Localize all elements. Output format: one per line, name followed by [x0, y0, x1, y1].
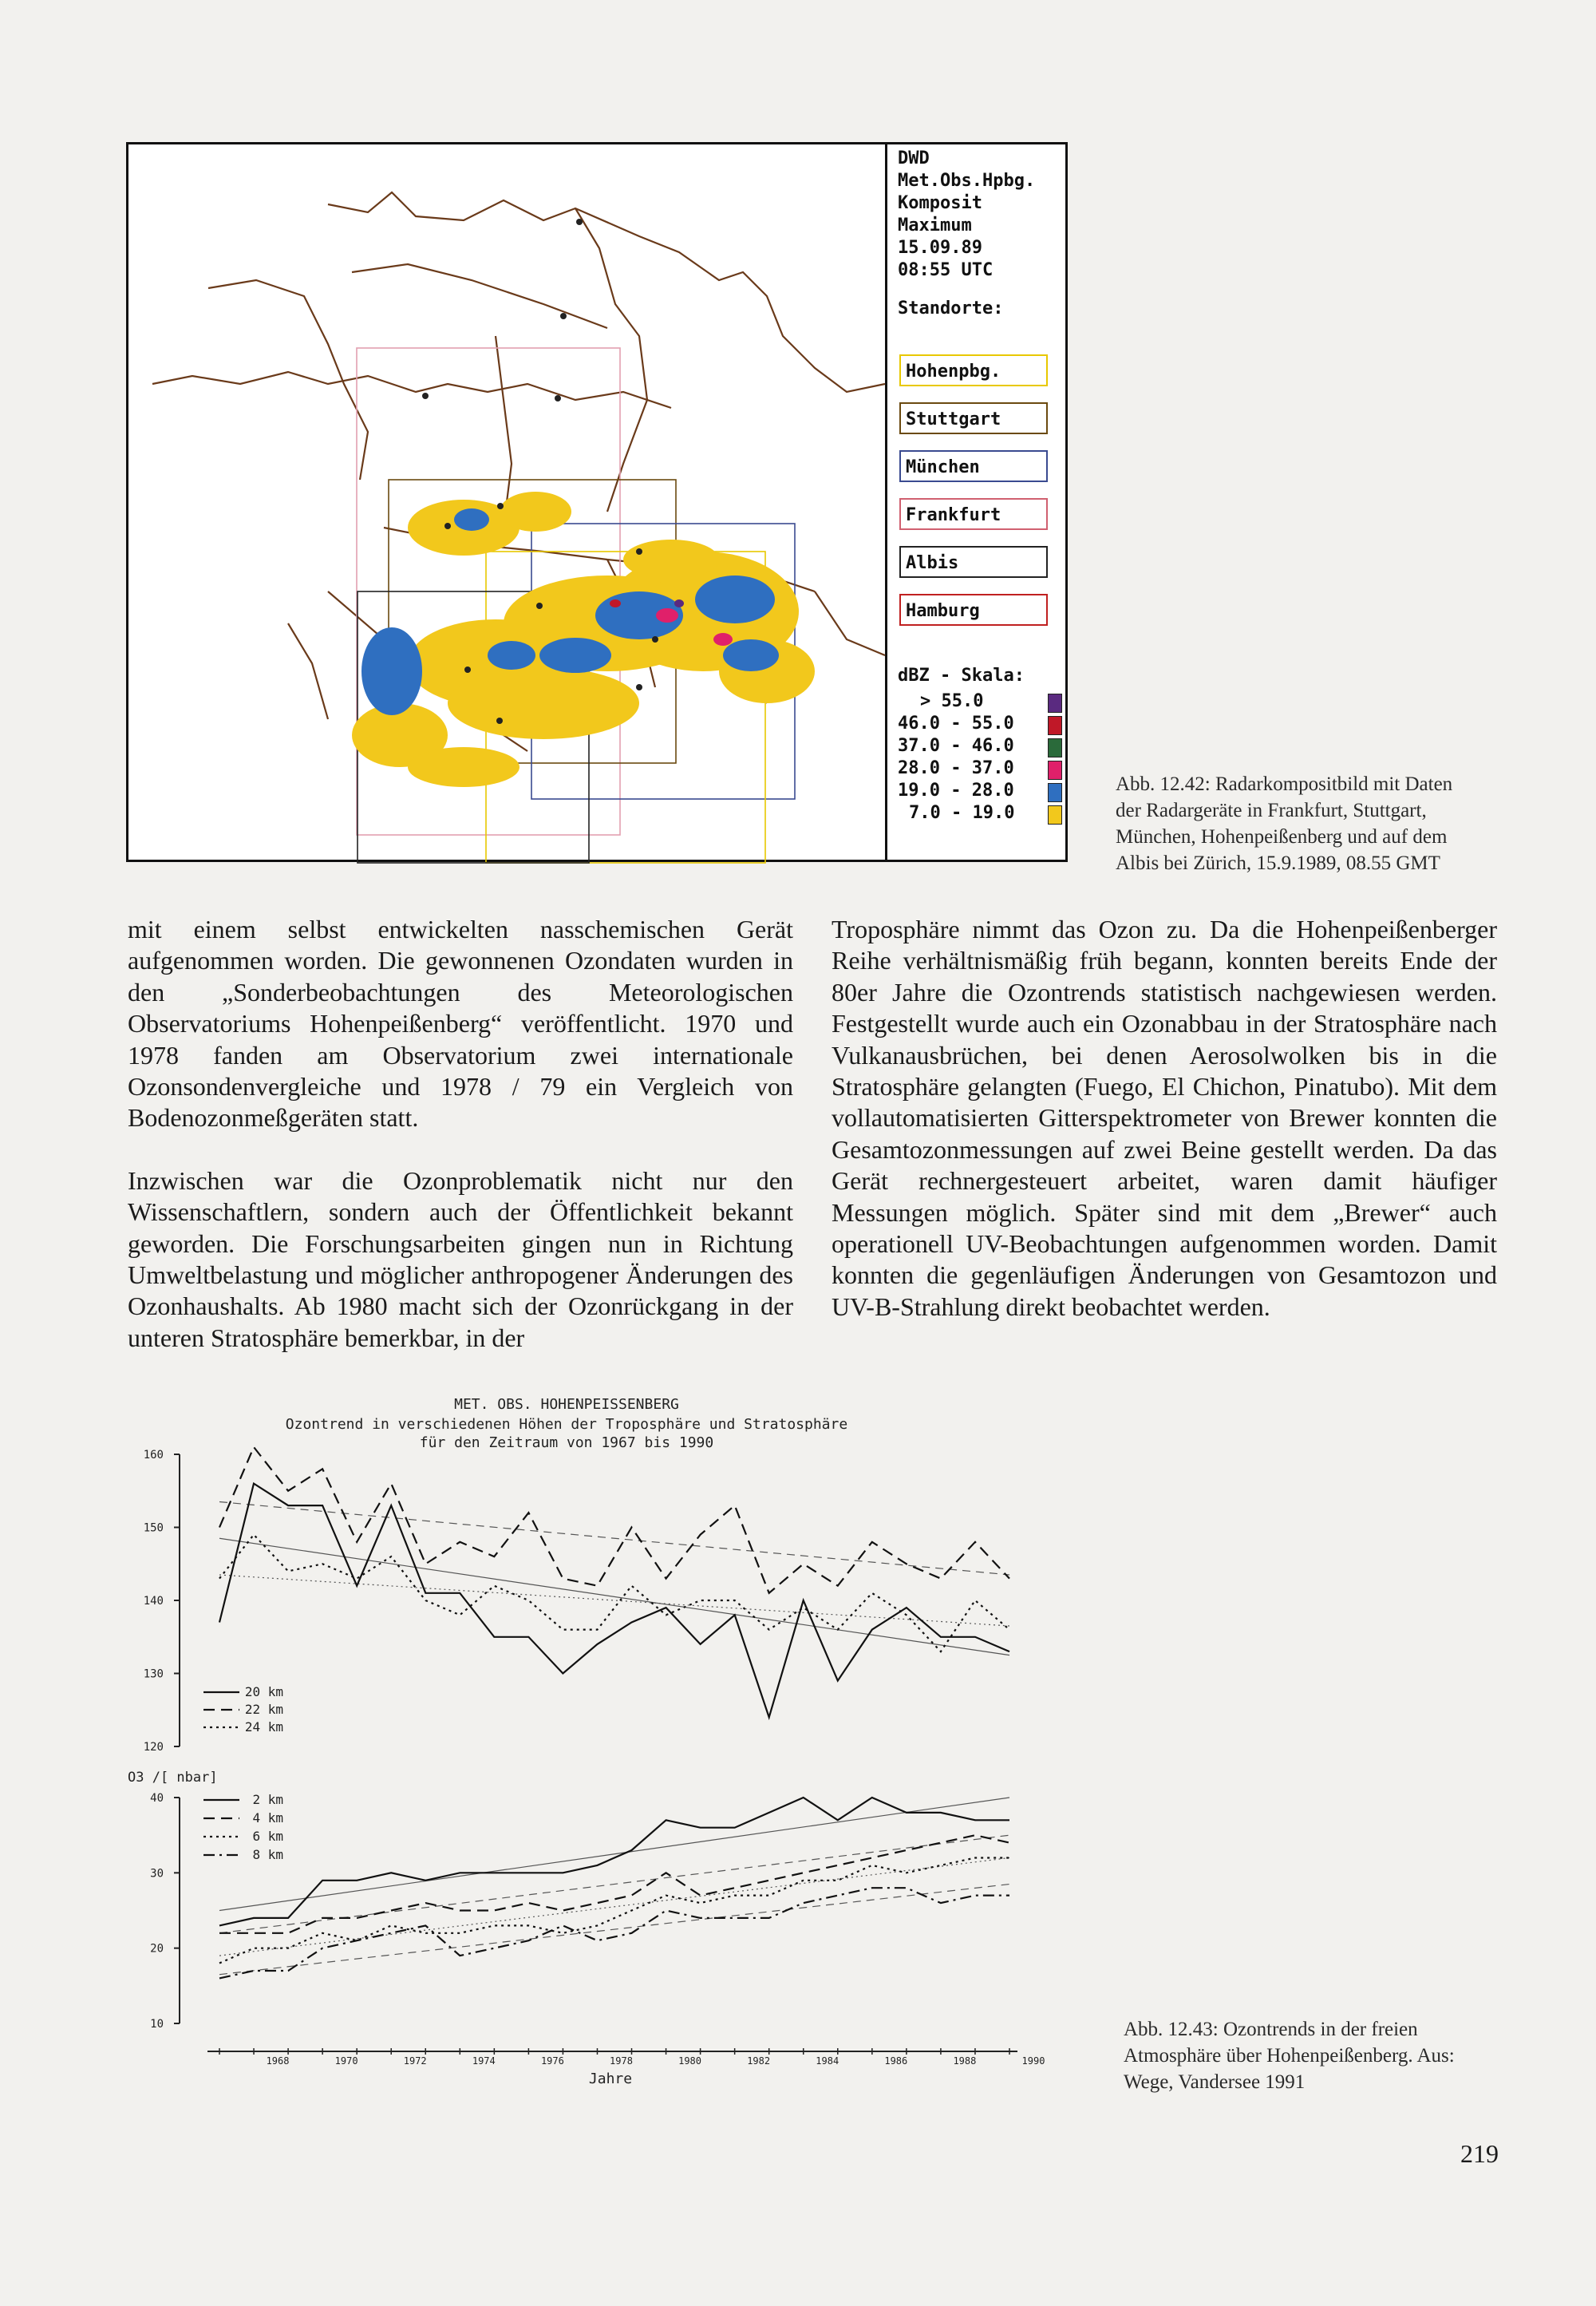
radar-map-graphic: [128, 144, 885, 860]
legend-label: 6 km: [252, 1829, 283, 1844]
x-tick-label: 1976: [540, 2055, 564, 2067]
radar-header-line: 08:55 UTC: [898, 260, 994, 280]
caption-line: Abb. 12.43: Ozontrends in der freien: [1124, 2019, 1418, 2040]
trend-line: [219, 1798, 1009, 1911]
x-tick-label: 1990: [1021, 2055, 1045, 2067]
caption-line: der Radargeräte in Frankfurt, Stuttgart,: [1116, 800, 1427, 821]
site-box-muenchen: München: [899, 450, 1048, 482]
x-tick-label: 1978: [610, 2055, 633, 2067]
caption-line: Albis bei Zürich, 15.9.1989, 08.55 GMT: [1116, 852, 1440, 874]
standorte-label: Standorte:: [898, 299, 1004, 318]
scale-swatch: [1048, 738, 1062, 757]
site-box-albis: Albis: [899, 546, 1048, 578]
series-line-20-km: [219, 1484, 1009, 1718]
y-tick-label: 130: [143, 1667, 164, 1681]
caption-line: Atmosphäre über Hohenpeißenberg. Aus:: [1124, 2045, 1455, 2067]
x-axis-label: Jahre: [588, 2071, 633, 2087]
x-tick-label: 1974: [472, 2055, 496, 2067]
radar-map: [128, 144, 887, 860]
scale-swatch: [1048, 761, 1062, 780]
trend-line: [219, 1501, 1009, 1575]
y-tick-label: 140: [143, 1595, 164, 1608]
y-tick-label: 40: [150, 1792, 164, 1805]
caption-line: Wege, Vandersee 1991: [1124, 2071, 1306, 2093]
ozone-figure-caption: [1124, 2016, 1570, 2095]
x-tick-label: 1968: [266, 2055, 290, 2067]
y-tick-label: 120: [143, 1741, 164, 1754]
scale-swatch: [1048, 694, 1062, 713]
x-tick-label: 1984: [816, 2055, 839, 2067]
scale-range-label: 46.0 - 55.0: [898, 714, 1014, 734]
radar-legend-panel: [888, 144, 1065, 860]
scale-range-label: 37.0 - 46.0: [898, 736, 1014, 756]
chart-title: MET. OBS. HOHENPEISSENBERG: [454, 1396, 679, 1413]
series-line-8-km: [219, 1888, 1009, 1978]
legend-label: 4 km: [252, 1810, 283, 1825]
paragraph: Troposphäre nimmt das Ozon zu. Da die Hohenpeißenberger Reihe verhältnismäßig früh begann, konnten bereits Ende der 80er Jahre die Ozontrends statistisch nachgewiesen werden. Festgestellt wurde auch ein Ozonabbau in der Stratosphäre nach Vulkanausbrüchen, bei denen Aerosolwolken bis in die Stratosphäre gelangten (Fuego, El Chichon, Pinatubo). Mit dem vollautomatisierten Gitterspektrometer von Brewer konnten die Gesamtozonmessungen auf zwei Beine gestellt werden. Da das Gerät rechnergesteuert arbeitet, waren damit häufiger Messungen möglich. Später sind mit dem „Brewer“ auch operationell UV-Beobachtungen aufgenommen worden. Damit konnten die gegenläufigen Änderungen von Gesamtozon und UV-B-Strahlung direkt beobachtet werden.: [832, 915, 1497, 1321]
y-tick-label: 160: [143, 1449, 164, 1462]
radar-composite-figure: [126, 142, 1068, 862]
caption-line: München, Hohenpeißenberg und auf dem: [1116, 826, 1448, 848]
y-tick-label: 30: [150, 1867, 164, 1881]
left-text-column: [128, 914, 793, 1354]
radar-header-line: DWD: [898, 148, 930, 168]
radar-header-line: Maximum: [898, 216, 972, 235]
scale-label: dBZ - Skala:: [898, 666, 1025, 686]
legend-label: 2 km: [252, 1792, 283, 1807]
trend-line: [219, 1857, 1009, 1956]
trend-line: [219, 1884, 1009, 1974]
x-tick-label: 1970: [334, 2055, 358, 2067]
y-tick-label: 20: [150, 1942, 164, 1956]
legend-label: 24 km: [244, 1719, 283, 1734]
paragraph: Inzwischen war die Ozonproblematik nicht nur den Wissenschaftlern, sondern auch der Öffentlichkeit bekannt geworden. Die Forschungsarbeiten gingen nun in Richtung Umweltbelastung und möglicher anthropogener Änderungen des Ozonhaushalts. Ab 1980 macht sich der Ozonrückgang in der unteren Stratosphäre bemerkbar, in der: [128, 1165, 793, 1352]
scale-swatch: [1048, 716, 1062, 735]
legend-label: 22 km: [244, 1702, 283, 1717]
paragraph: mit einem selbst entwickelten nasschemischen Gerät aufgenommen worden. Die gewonnenen Ozondaten wurden in den „Sonderbeobachtungen des Meteorologischen Observatoriums Hohenpeißenberg“ veröffentlicht. 1970 und 1978 fanden am Observatorium zwei internationale Ozonsondenvergleiche und 1978 / 79 ein Vergleich von Bodenozonmeßgeräten statt.: [128, 915, 793, 1133]
chart-subtitle: Ozontrend in verschiedenen Höhen der Troposphäre und Stratosphäre: [285, 1416, 848, 1433]
x-tick-label: 1972: [403, 2055, 427, 2067]
ozone-chart-svg: [120, 1389, 1045, 2107]
x-tick-label: 1986: [884, 2055, 908, 2067]
scale-range-label: 28.0 - 37.0: [898, 758, 1014, 778]
trend-line: [219, 1538, 1009, 1655]
series-line-22-km: [219, 1447, 1009, 1593]
right-text-column: [832, 914, 1497, 1323]
site-box-stuttgart: Stuttgart: [899, 402, 1048, 434]
radar-header-line: 15.09.89: [898, 238, 982, 258]
scale-swatch: [1048, 783, 1062, 802]
radar-header-line: Komposit: [898, 193, 982, 213]
scale-range-label: 7.0 - 19.0: [909, 803, 1015, 823]
ozone-trend-chart: [120, 1389, 1045, 2107]
scale-range-label: > 55.0: [920, 691, 984, 711]
y-axis-label: O3 /[ nbar]: [128, 1770, 218, 1786]
y-tick-label: 10: [150, 2018, 164, 2031]
scale-range-label: 19.0 - 28.0: [898, 781, 1014, 801]
caption-line: Abb. 12.42: Radarkompositbild mit Daten: [1116, 773, 1453, 795]
x-tick-label: 1982: [747, 2055, 771, 2067]
series-line-6-km: [219, 1858, 1009, 1964]
scale-swatch: [1048, 805, 1062, 825]
x-tick-label: 1980: [678, 2055, 702, 2067]
legend-label: 20 km: [244, 1684, 283, 1699]
x-tick-label: 1988: [953, 2055, 977, 2067]
y-tick-label: 150: [143, 1521, 164, 1535]
radar-header-line: Met.Obs.Hpbg.: [898, 171, 1036, 191]
site-box-frankfurt: Frankfurt: [899, 498, 1048, 530]
radar-figure-caption: [1116, 771, 1562, 876]
legend-label: 8 km: [252, 1847, 283, 1862]
page-number: 219: [1460, 2139, 1499, 2168]
chart-subtitle: für den Zeitraum von 1967 bis 1990: [419, 1434, 714, 1451]
site-box-hamburg: Hamburg: [899, 594, 1048, 626]
site-box-hohenpbg: Hohenpbg.: [899, 354, 1048, 386]
